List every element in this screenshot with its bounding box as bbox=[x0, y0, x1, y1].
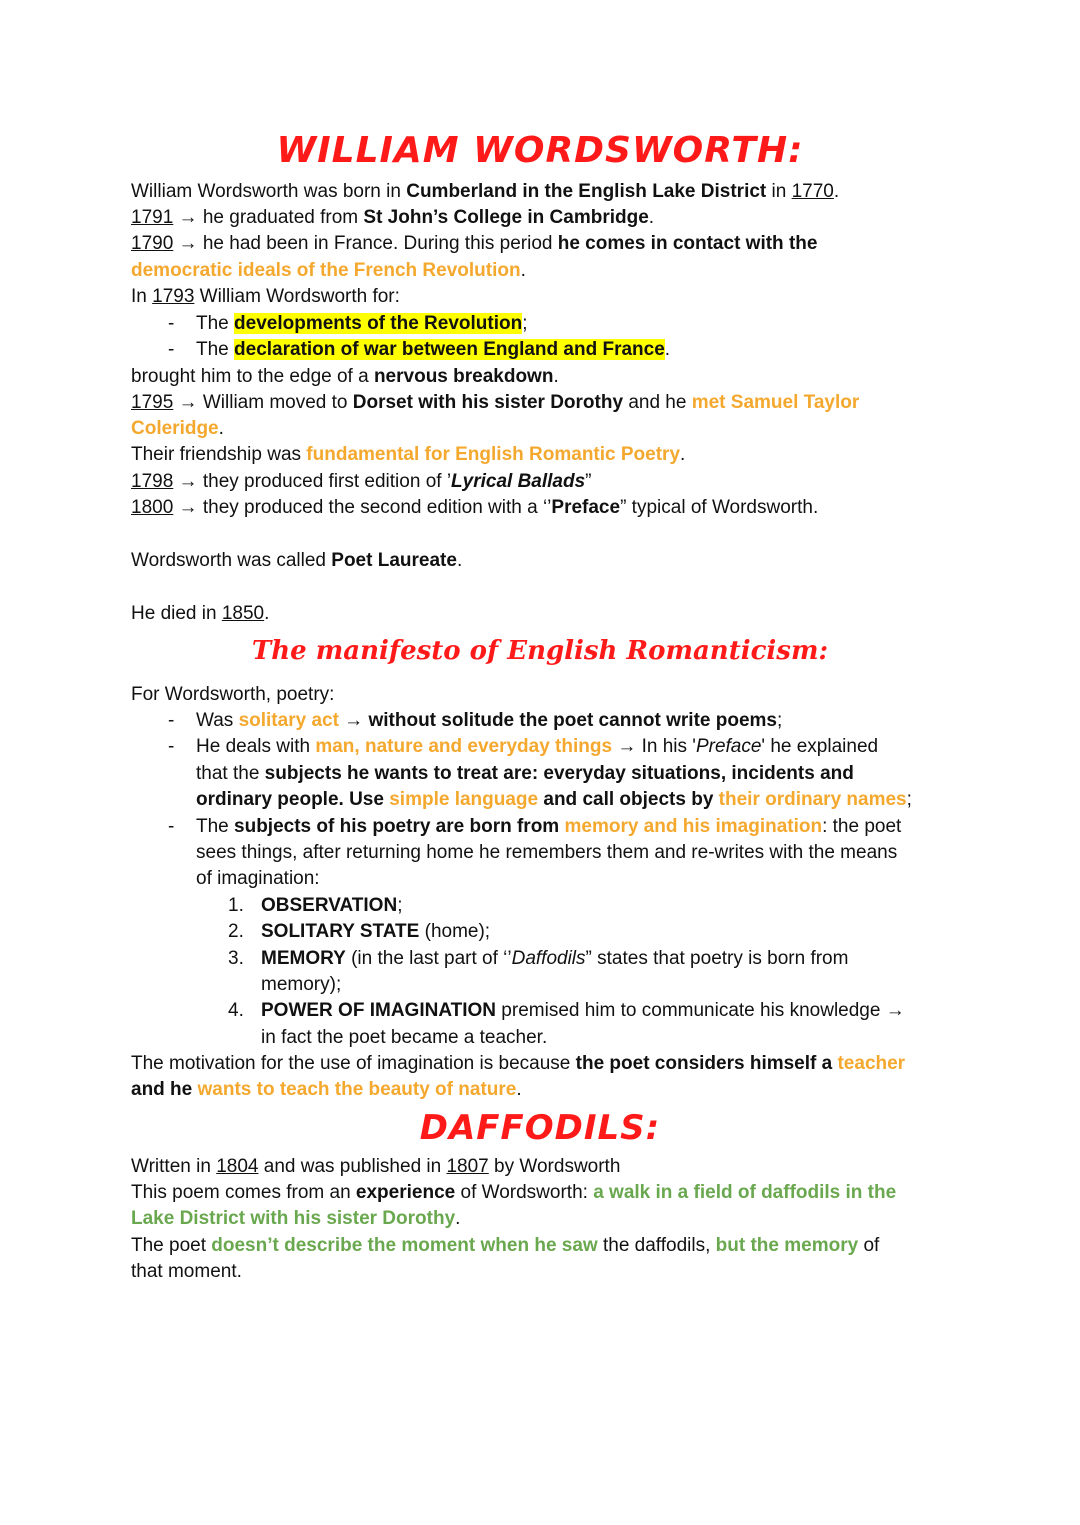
daffodils-line-3: Lake District with his sister Dorothy. bbox=[131, 1208, 461, 1229]
bio-line-6: brought him to the edge of a nervous breakdown. bbox=[131, 366, 559, 387]
manifesto-bullet-2: He deals with man, nature and everyday things → In his 'Preface' he explained bbox=[196, 736, 879, 757]
numbered-item-3-cont: memory); bbox=[261, 974, 342, 995]
bio-line-7: 1795 → William moved to Dorset with his sister Dorothy and he met Samuel Taylor bbox=[131, 392, 860, 413]
bio-bullet-2: The declaration of war between England and France. bbox=[196, 339, 671, 360]
bio-line-11: 1800 → they produced the second edition with a ‘’Preface” typical of Wordsworth. bbox=[131, 497, 819, 518]
bio-line-2: 1791 → he graduated from St John’s College in Cambridge. bbox=[131, 207, 655, 228]
bullet-dash: - bbox=[168, 710, 175, 731]
bio-line-1: William Wordsworth was born in Cumberland in the English Lake District in 1770. bbox=[131, 181, 840, 202]
daffodils-line-5: that moment. bbox=[131, 1261, 242, 1282]
numbered-item-4-cont: in fact the poet became a teacher. bbox=[261, 1027, 548, 1048]
manifesto-bullet-3-cont: of imagination: bbox=[196, 868, 320, 889]
bullet-dash: - bbox=[168, 816, 175, 837]
manifesto-title: The manifesto of English Romanticism: bbox=[251, 636, 829, 666]
bullet-dash: - bbox=[168, 736, 175, 757]
bullet-dash: - bbox=[168, 313, 175, 334]
daffodils-title: DAFFODILS: bbox=[419, 1108, 661, 1148]
bio-line-12: Wordsworth was called Poet Laureate. bbox=[131, 550, 463, 571]
manifesto-bullet-2-cont: ordinary people. Use simple language and call objects by their ordinary names; bbox=[196, 789, 912, 810]
list-number: 3. bbox=[228, 948, 244, 969]
bio-line-8: Coleridge. bbox=[131, 418, 224, 439]
list-number: 2. bbox=[228, 921, 244, 942]
bio-line-5: In 1793 William Wordsworth for: bbox=[131, 286, 400, 307]
bullet-dash: - bbox=[168, 339, 175, 360]
bio-line-3: 1790 → he had been in France. During this period he comes in contact with the bbox=[131, 233, 818, 254]
page-title: WILLIAM WORDSWORTH: bbox=[276, 130, 804, 171]
manifesto-bullet-3-cont: sees things, after returning home he remembers them and re-writes with the means bbox=[196, 842, 898, 863]
motivation-line-1: The motivation for the use of imagination is because the poet considers himself a teacher bbox=[131, 1053, 906, 1074]
manifesto-intro: For Wordsworth, poetry: bbox=[131, 684, 335, 705]
bio-line-10: 1798 → they produced first edition of ’Lyrical Ballads” bbox=[131, 471, 592, 492]
list-number: 4. bbox=[228, 1000, 244, 1021]
bio-line-4: democratic ideals of the French Revolution. bbox=[131, 260, 526, 281]
daffodils-line-2: This poem comes from an experience of Wordsworth: a walk in a field of daffodils in the bbox=[131, 1182, 897, 1203]
motivation-line-2: and he wants to teach the beauty of nature. bbox=[131, 1079, 522, 1100]
numbered-item-2: SOLITARY STATE (home); bbox=[261, 921, 491, 942]
manifesto-bullet-2-cont: that the subjects he wants to treat are: everyday situations, incidents and bbox=[196, 763, 854, 784]
bio-bullet-1: The developments of the Revolution; bbox=[196, 313, 528, 334]
numbered-item-3: MEMORY (in the last part of ‘’Daffodils” states that poetry is born from bbox=[261, 948, 849, 969]
numbered-item-1: OBSERVATION; bbox=[261, 895, 403, 916]
daffodils-line-4: The poet doesn’t describe the moment when he saw the daffodils, but the memory of bbox=[131, 1235, 880, 1256]
list-number: 1. bbox=[228, 895, 244, 916]
bio-line-13: He died in 1850. bbox=[131, 603, 270, 624]
daffodils-line-1: Written in 1804 and was published in 1807 by Wordsworth bbox=[131, 1156, 621, 1177]
bio-line-9: Their friendship was fundamental for English Romantic Poetry. bbox=[131, 444, 686, 465]
numbered-item-4: POWER OF IMAGINATION premised him to communicate his knowledge → bbox=[261, 1000, 905, 1021]
manifesto-bullet-3: The subjects of his poetry are born from memory and his imagination: the poet bbox=[196, 816, 902, 837]
manifesto-bullet-1: Was solitary act → without solitude the poet cannot write poems; bbox=[196, 710, 783, 731]
